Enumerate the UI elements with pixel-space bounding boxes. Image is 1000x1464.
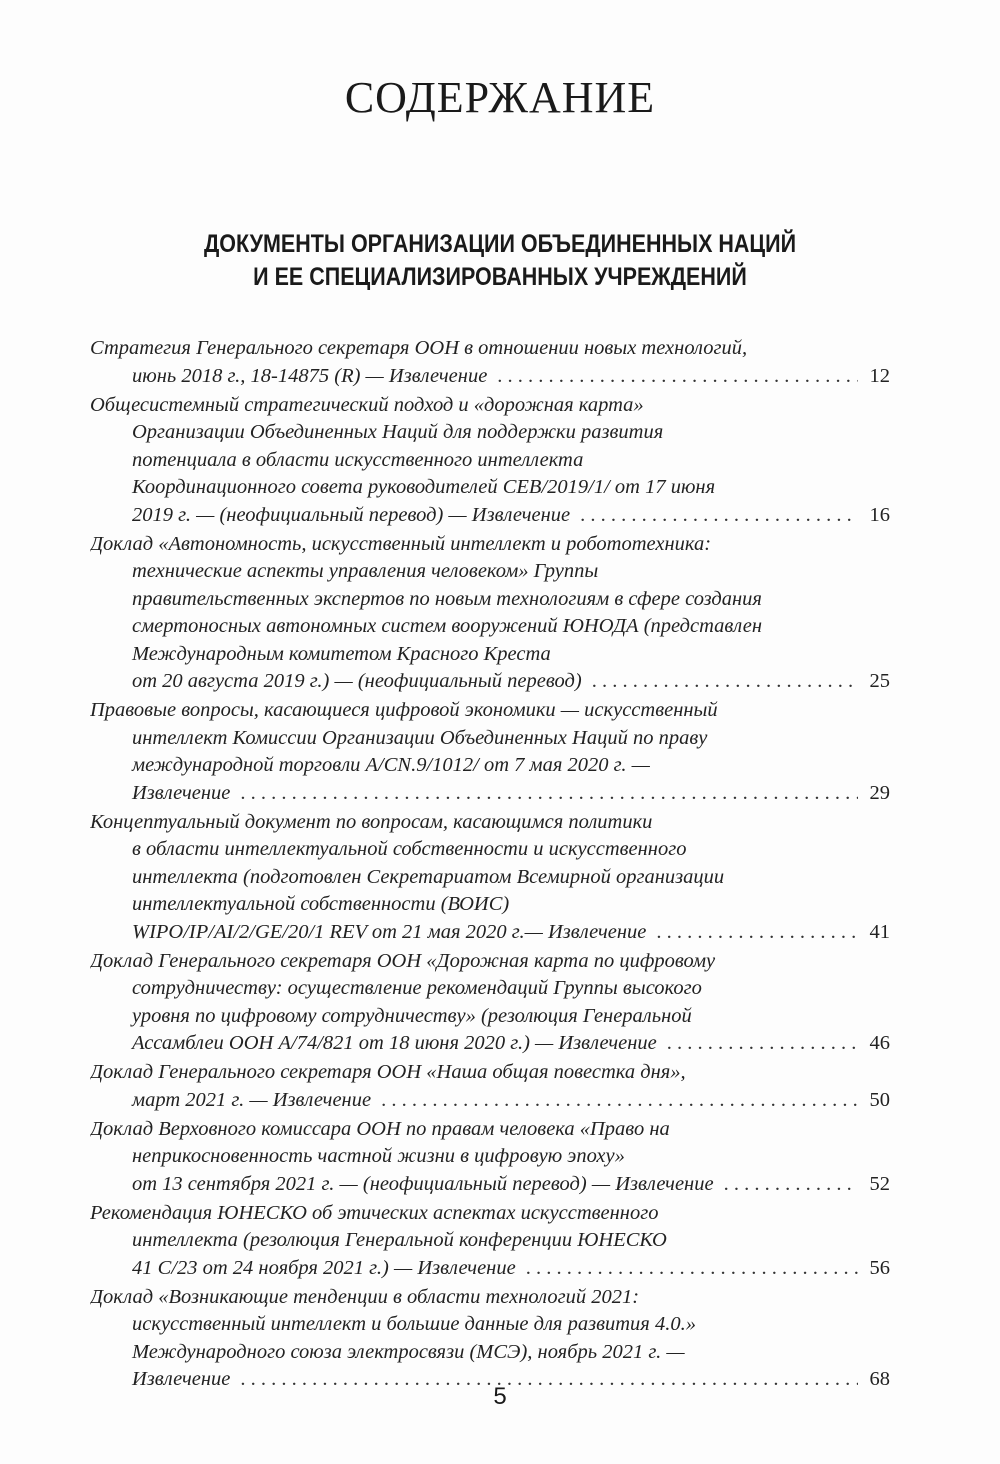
toc-entry-line: смертоносных автономных систем вооружений ЮНОДА (представлен: [132, 615, 763, 637]
toc-entry-line: уровня по цифровому сотрудничеству» (резолюция Генеральной: [132, 1004, 692, 1027]
toc-page-number: 46: [869, 1032, 890, 1054]
toc-page-number: 50: [869, 1088, 890, 1111]
toc-entry-last-line: [90, 363, 890, 391]
toc-entry-last-line: [90, 1255, 890, 1283]
toc-page-number: 12: [869, 364, 890, 387]
toc-entry-line: от 13 сентября 2021 г. — (неофициальный перевод) — Извлечение: [132, 1172, 714, 1195]
toc-entry-last-line: [90, 1171, 890, 1199]
toc-entry-line: искусственный интеллект и большие данные для развития 4.0.»: [132, 1313, 696, 1335]
toc-entry-line: Доклад Верховного комиссара ООН по правам человека «Право на: [90, 1117, 670, 1140]
toc-entry-line: неприкосновенность частной жизни в цифровую эпоху»: [132, 1145, 625, 1167]
toc-entry-line: Международного союза электросвязи (МСЭ), ноябрь 2021 г. —: [132, 1340, 685, 1363]
toc-entry[interactable]: [90, 335, 890, 390]
toc-entry-line: Координационного совета руководителей CEB/2019/1/ от 17 июня: [132, 476, 716, 498]
toc-entry-line: интеллекта (резолюция Генеральной конференции ЮНЕСКО: [132, 1229, 667, 1251]
toc-entry-last-line: [90, 668, 890, 696]
toc-entry-line: интеллект Комиссии Организации Объединенных Наций по праву: [132, 726, 708, 749]
dot-leader: [526, 1255, 858, 1283]
toc-entry-line: международной торговли A/CN.9/1012/ от 7 мая 2020 г. —: [132, 754, 650, 776]
toc-entry-line: Извлечение: [132, 781, 231, 804]
toc-entry-line: в области интеллектуальной собственности и искусственного: [132, 838, 687, 860]
toc-entry-line: Извлечение: [132, 1368, 231, 1390]
dot-leader: [240, 780, 858, 808]
toc-entry[interactable]: [90, 1284, 890, 1394]
toc-entry-line: правительственных экспертов по новым технологиям в сфере создания: [132, 587, 762, 610]
toc-entry[interactable]: [90, 697, 890, 807]
toc-entry[interactable]: [90, 1116, 890, 1199]
toc-entry-line: Доклад «Автономность, искусственный интеллект и робототехника:: [90, 532, 712, 555]
toc-entry-line: 2019 г. — (неофициальный перевод) — Извлечение: [132, 503, 571, 526]
toc-page-number: 68: [869, 1368, 890, 1390]
toc-page-number: 41: [869, 920, 890, 943]
toc-entry-line: Правовые вопросы, касающиеся цифровой экономики — искусственный: [90, 699, 718, 721]
toc-entry-line: Доклад «Возникающие тенденции в области технологий 2021:: [90, 1285, 640, 1308]
toc-entry-last-line: [90, 919, 890, 947]
toc-entry[interactable]: [90, 1200, 890, 1283]
toc-entry-line: сотрудничеству: осуществление рекомендаций Группы высокого: [132, 977, 702, 999]
toc-entry-line: июнь 2018 г., 18-14875 (R) — Извлечение: [132, 364, 488, 387]
toc-entry[interactable]: [90, 392, 890, 530]
toc-entry-line: март 2021 г. — Извлечение: [132, 1088, 372, 1111]
toc-entry[interactable]: [90, 531, 890, 696]
toc-entry-line: Международным комитетом Красного Креста: [132, 642, 551, 665]
toc-entry-line: Ассамблеи ООН A/74/821 от 18 июня 2020 г.) — Извлечение: [132, 1032, 657, 1054]
toc-entry-line: Стратегия Генерального секретаря ООН в отношении новых технологий,: [90, 337, 748, 359]
toc-entry-line: Общесистемный стратегический подход и «дорожная карта»: [90, 393, 644, 416]
toc-entry-last-line: [90, 780, 890, 808]
toc-entry[interactable]: [90, 948, 890, 1058]
toc-entry[interactable]: [90, 809, 890, 947]
toc-entry-last-line: [90, 1087, 890, 1115]
dot-leader: [656, 919, 858, 947]
toc-page-number: 29: [869, 781, 890, 804]
toc-entry-line: технические аспекты управления человеком» Группы: [132, 560, 599, 582]
dot-leader: [381, 1087, 858, 1115]
toc-entry-line: 41 С/23 от 24 ноября 2021 г.) — Извлечение: [132, 1256, 516, 1279]
toc-entry-line: Доклад Генерального секретаря ООН «Наша общая повестка дня»,: [90, 1061, 686, 1083]
toc-page-number: 52: [869, 1172, 890, 1195]
dot-leader: [592, 668, 858, 696]
toc-entry-line: Рекомендация ЮНЕСКО об этических аспектах искусственного: [90, 1201, 659, 1224]
toc-page-number: 25: [869, 670, 890, 692]
toc-entry-line: Организации Объединенных Наций для поддержки развития: [132, 421, 664, 443]
toc-entry-line: Концептуальный документ по вопросам, касающимся политики: [90, 810, 653, 833]
toc-entry-line: от 20 августа 2019 г.) — (неофициальный перевод): [132, 670, 582, 692]
toc-entry-last-line: [90, 502, 890, 530]
toc-entry-line: интеллектуальной собственности (ВОИС): [132, 893, 510, 915]
toc-page-number: 56: [869, 1256, 890, 1279]
toc-entry[interactable]: [90, 1059, 890, 1114]
section-heading-line-2: И ЕЕ СПЕЦИАЛИЗИРОВАННЫХ УЧРЕЖДЕНИЙ: [253, 263, 747, 291]
section-heading: [70, 228, 930, 294]
section-heading-line-1: ДОКУМЕНТЫ ОРГАНИЗАЦИИ ОБЪЕДИНЕННЫХ НАЦИЙ: [203, 230, 797, 258]
page-title: СОДЕРЖАНИЕ: [344, 73, 656, 122]
toc-entry-line: интеллекта (подготовлен Секретариатом Всемирной организации: [132, 865, 725, 888]
page-number: 5: [493, 1383, 507, 1410]
dot-leader: [667, 1030, 858, 1058]
dot-leader: [724, 1171, 858, 1199]
toc-entry-line: WIPO/IP/AI/2/GE/20/1 REV от 21 мая 2020 г.— Извлечение: [132, 920, 647, 943]
table-of-contents: [90, 335, 890, 1395]
toc-page-number: 16: [869, 503, 890, 526]
dot-leader: [580, 502, 858, 530]
toc-entry-line: потенциала в области искусственного интеллекта: [132, 448, 584, 471]
toc-entry-line: Доклад Генерального секретаря ООН «Дорожная карта по цифровому: [90, 949, 716, 972]
dot-leader: [497, 363, 858, 391]
toc-entry-last-line: [90, 1030, 890, 1058]
